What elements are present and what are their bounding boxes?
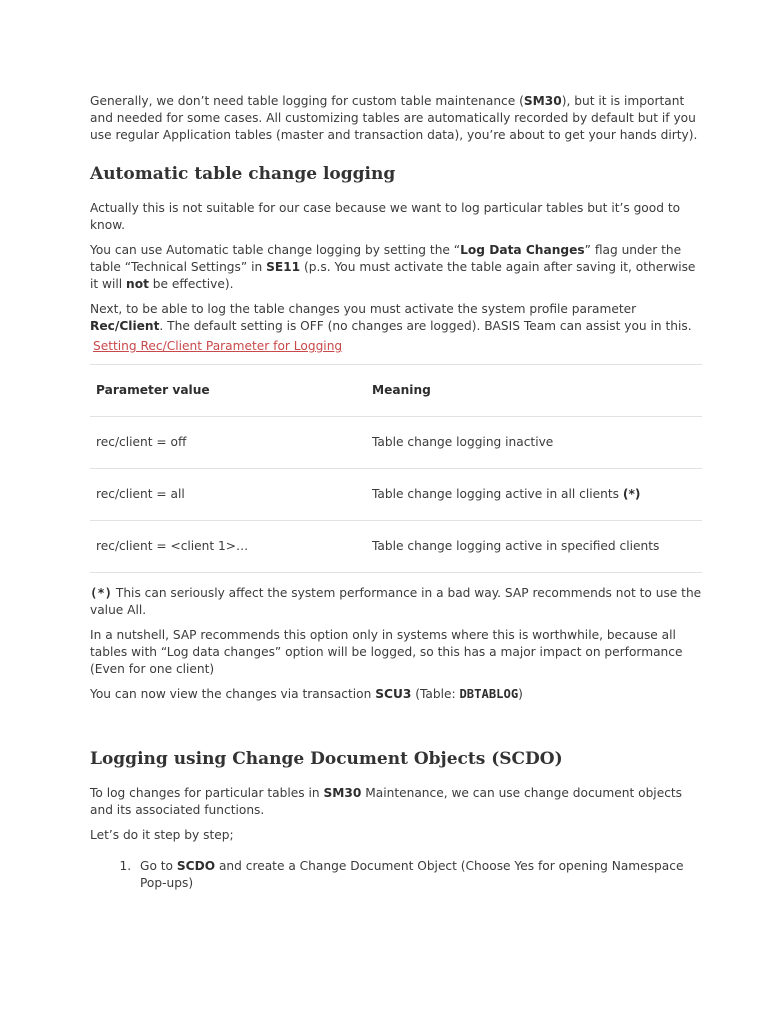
- bold-term: SM30: [523, 94, 562, 108]
- table-header-row: [90, 365, 702, 417]
- section-heading-scdo: Logging using Change Document Objects (SCDO): [90, 749, 563, 769]
- parameter-table: [90, 364, 702, 573]
- list-item: [135, 858, 705, 892]
- table-row: [90, 417, 702, 469]
- text: Table change logging inactive: [372, 435, 554, 449]
- table-row: [90, 469, 702, 521]
- text: Maintenance, we can use change document objects and its associated functions.: [90, 786, 683, 817]
- section-heading-automatic-logging: Automatic table change logging: [90, 164, 396, 184]
- column-header-meaning: Meaning: [366, 365, 702, 417]
- text: You can now view the changes via transaction: [90, 687, 376, 701]
- table-cell-meaning: [366, 417, 702, 469]
- table-cell-meaning: [366, 521, 702, 573]
- table-row: [90, 521, 702, 573]
- paragraph-log-data-changes: [90, 242, 705, 293]
- table-cell-meaning: [366, 469, 702, 521]
- paragraph-step-by-step: Let’s do it step by step;: [90, 828, 234, 842]
- steps-list: [90, 858, 705, 892]
- paragraph-nutshell: In a nutshell, SAP recommends this option only in systems where this is worthwhile, because all tables with “Log data changes” option will be logged, so this has a major impact on performance (Even for one client): [90, 628, 683, 676]
- table-cell-param: rec/client = all: [90, 469, 366, 521]
- bold-term: Log Data Changes: [460, 243, 585, 257]
- bold-term: SE11: [266, 260, 301, 274]
- bold-term: SCDO: [176, 859, 216, 873]
- text: ), but it is important and needed for some cases. All customizing tables are automatically recorded by default but if you use regular Application tables (master and transaction data), you’re about to get your hands dirty).: [90, 94, 698, 142]
- text: Next, to be able to log the table changes you must activate the system profile parameter: [90, 302, 637, 316]
- text: ” flag under the table “Technical Settings” in: [90, 243, 682, 274]
- text: ): [518, 687, 523, 701]
- paragraph-change-documents: [90, 785, 705, 819]
- text: Generally, we don’t need table logging for custom table maintenance (: [90, 94, 524, 108]
- text: Table change logging active in all clients: [372, 487, 623, 501]
- text: (p.s. You must activate the table again after saving it, otherwise it will: [90, 260, 696, 291]
- bold-term: SCU3: [375, 687, 412, 701]
- text: and create a Change Document Object (Choose Yes for opening Namespace Pop-ups): [140, 859, 684, 890]
- text: . The default setting is OFF (no changes are logged). BASIS Team can assist you in this.: [159, 319, 692, 333]
- text: This can seriously affect the system performance in a bad way. SAP recommends not to use the value All.: [90, 586, 702, 617]
- paragraph-not-suitable: Actually this is not suitable for our case because we want to log particular tables but it’s good to know.: [90, 201, 681, 232]
- column-header-parameter: Parameter value: [90, 365, 366, 417]
- text: (Table:: [411, 687, 460, 701]
- text: Table change logging active in specified clients: [372, 539, 660, 553]
- text: be effective).: [148, 277, 234, 291]
- bold-term: SM30: [323, 786, 362, 800]
- text: Go to: [140, 859, 177, 873]
- paragraph-scu3: [90, 686, 705, 703]
- text: You can use Automatic table change logging by setting the “: [90, 243, 461, 257]
- article-body: [90, 93, 705, 892]
- rec-client-parameter-link[interactable]: Setting Rec/Client Parameter for Logging: [93, 339, 343, 353]
- table-cell-param: rec/client = off: [90, 417, 366, 469]
- paragraph-rec-client: [90, 301, 705, 335]
- bold-term: Rec/Client: [90, 319, 160, 333]
- footnote-mark: (*): [622, 487, 641, 501]
- text: To log changes for particular tables in: [90, 786, 324, 800]
- table-cell-param: rec/client = <client 1>…: [90, 521, 366, 573]
- intro-paragraph: [90, 93, 705, 144]
- bold-term: not: [126, 277, 149, 291]
- footnote-paragraph: [90, 585, 705, 619]
- bold-term: DBTABLOG: [459, 687, 519, 701]
- footnote-mark: (*): [90, 586, 113, 600]
